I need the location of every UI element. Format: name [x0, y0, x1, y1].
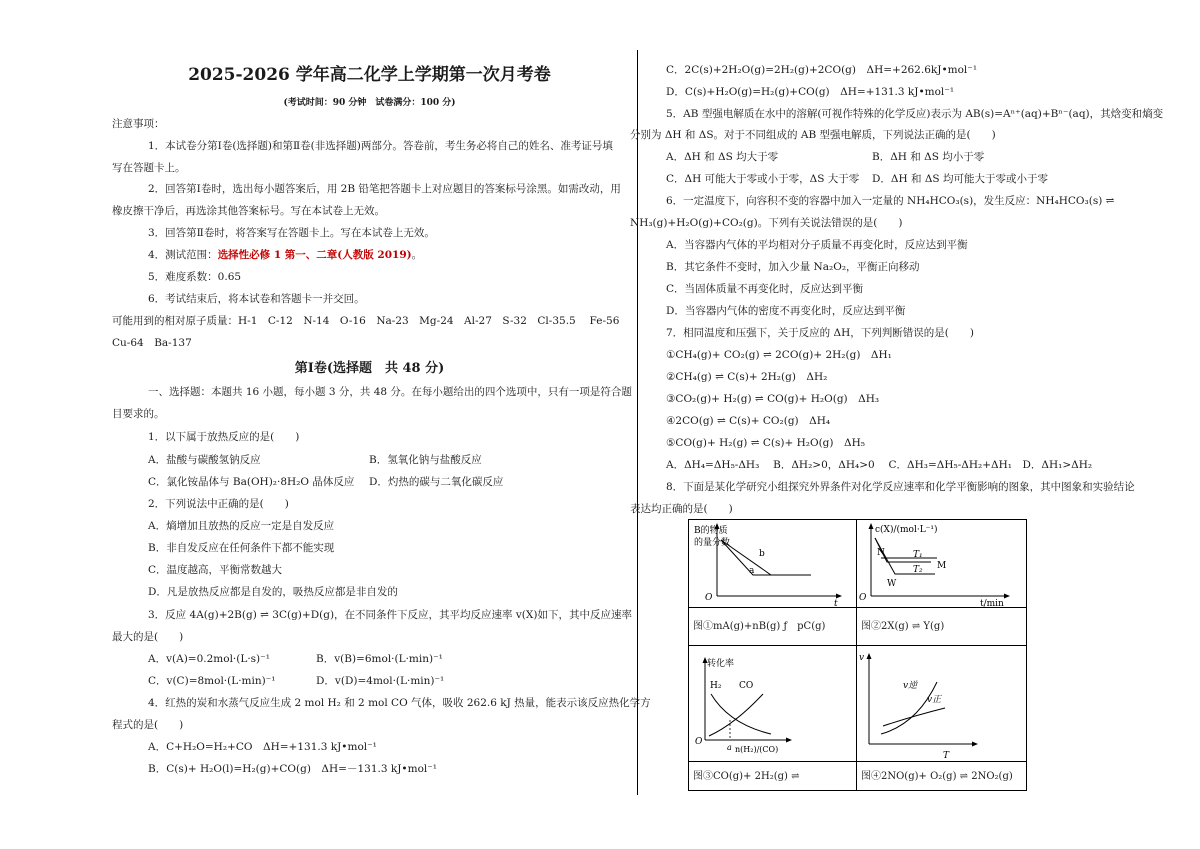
- figure-3-origin: O: [695, 737, 703, 747]
- notice-4-suffix: 。: [411, 249, 423, 261]
- exam-subtitle: (考试时间：90 分钟 试卷满分：100 分): [283, 98, 456, 108]
- q6-stem-a: 6．一定温度下，向容积不变的容器中加入一定量的 NH₄HCO₃(s)，发生反应：NH₄HCO₃(s) ⇌: [666, 195, 1115, 207]
- figure-2-ylabel: c(X)/(mol·L⁻¹): [875, 525, 938, 535]
- figure-4-ylabel: v: [859, 653, 865, 663]
- q2-stem: 2．下列说法中正确的是( ): [148, 498, 289, 510]
- q5-stem-a: 5．AB 型强电解质在水中的溶解(可视作特殊的化学反应)表示为 AB(s)=Aⁿ⁺(aq)+Bⁿ⁻(aq)，其焓变和熵变: [666, 108, 1164, 120]
- figure-2-caption-cell: [857, 608, 1026, 646]
- notice-2a: 2．回答第Ⅰ卷时，选出每小题答案后，用 2B 铅笔把答题卡上对应题目的答案标号涂黑。如需改动，用: [148, 183, 621, 195]
- column-divider: [637, 50, 638, 795]
- figure-3-svg: [689, 646, 856, 761]
- figure-2-graph: [857, 520, 1026, 608]
- atomic-mass-b: Cu-64 Ba-137: [112, 337, 192, 349]
- q4-option-c: C．2C(s)+2H₂O(g)=2H₂(g)+2CO(g) ΔH=+262.6kJ•mol⁻¹: [666, 64, 978, 76]
- figure-3-a-label: a: [727, 743, 732, 752]
- q5-option-a: A．ΔH 和 ΔS 均大于零: [666, 151, 779, 163]
- figure-2-point-n: N: [877, 548, 885, 558]
- notice-4: [148, 248, 422, 262]
- q3-option-a: A．v(A)=0.2mol·(L·s)⁻¹: [148, 653, 270, 665]
- figure-1-curve-a: a: [749, 566, 755, 576]
- q1-option-a: A．盐酸与碳酸氢钠反应: [148, 454, 261, 466]
- q3-option-d: D．v(D)=4mol·(L·min)⁻¹: [316, 675, 445, 687]
- q7-reaction-3: ③CO₂(g)+ H₂(g) ⇌ CO(g)+ H₂O(g) ΔH₃: [666, 393, 880, 405]
- figure-2-t2: T₂: [913, 565, 923, 575]
- figure-1-ylabel-1: B的物质: [694, 526, 728, 536]
- q7-reaction-5: ⑤CO(g)+ H₂(g) ⇌ C(s)+ H₂O(g) ΔH₅: [666, 437, 865, 449]
- q1-stem: 1．以下属于放热反应的是( ): [148, 431, 300, 443]
- q6-stem-b: NH₃(g)+H₂O(g)+CO₂(g)。下列有关说法错误的是( ): [630, 217, 903, 229]
- q6-option-c: C．当固体质量不再变化时，反应达到平衡: [666, 283, 864, 295]
- q8-stem-b: 表达均正确的是( ): [630, 503, 733, 515]
- figure-2-t1: T₁: [913, 550, 923, 560]
- figure-3-caption: 图③CO(g)+ 2H₂(g) ⇌: [693, 771, 800, 782]
- q1-option-c: C．氯化铵晶体与 Ba(OH)₂·8H₂O 晶体反应: [148, 476, 355, 488]
- q8-stem-a: 8．下面是某化学研究小组探究外界条件对化学反应速率和化学平衡影响的图象，其中图象和实验结论: [666, 481, 1135, 493]
- q4-option-b: B．C(s)+ H₂O(l)=H₂(g)+CO(g) ΔH=－131.3 kJ•mol⁻¹: [148, 763, 438, 775]
- figure-1-caption-cell: [689, 608, 857, 646]
- figure-2-xlabel: t/min: [980, 599, 1004, 607]
- figure-4-caption-cell: [857, 762, 1026, 790]
- q1-option-b: B．氢氧化钠与盐酸反应: [369, 454, 482, 466]
- figure-3-ylabel: 转化率: [707, 659, 735, 669]
- figure-1-caption: 图①mA(g)+nB(g) ƒ pC(g): [693, 621, 826, 632]
- q4-option-d: D．C(s)+H₂O(g)=H₂(g)+CO(g) ΔH=+131.3 kJ•mol⁻¹: [666, 86, 955, 98]
- figure-3-graph: [689, 646, 857, 762]
- q6-option-a: A．当容器内气体的平均相对分子质量不再变化时，反应达到平衡: [666, 239, 968, 251]
- q6-option-d: D．当容器内气体的密度不再变化时，反应达到平衡: [666, 305, 906, 317]
- figure-1-graph: [689, 520, 857, 608]
- q5-option-b: B．ΔH 和 ΔS 均小于零: [872, 151, 985, 163]
- q7-reaction-2: ②CH₄(g) ⇌ C(s)+ 2H₂(g) ΔH₂: [666, 371, 828, 383]
- notice-6: 6．考试结束后，将本试卷和答题卡一并交回。: [148, 293, 365, 305]
- figure-1-origin: O: [705, 593, 713, 603]
- figure-4-xlabel: T: [943, 751, 950, 761]
- notice-1b: 写在答题卡上。: [112, 162, 186, 174]
- figure-1-xlabel: t: [834, 599, 838, 607]
- figure-2-point-m: M: [937, 561, 947, 571]
- figure-4-graph: [857, 646, 1026, 762]
- figure-1-ylabel-2: 的量分数: [694, 538, 731, 548]
- figure-1-svg: [689, 520, 856, 607]
- q7-reaction-4: ④2CO(g) ⇌ C(s)+ CO₂(g) ΔH₄: [666, 415, 831, 427]
- notice-5: 5．难度系数：0.65: [148, 271, 242, 283]
- notice-heading: 注意事项：: [112, 118, 165, 130]
- notice-1a: 1．本试卷分第Ⅰ卷(选择题)和第Ⅱ卷(非选择题)两部分。答卷前，考生务必将自己的姓名、准考证号填: [148, 140, 613, 152]
- figure-2-origin: O: [859, 593, 867, 603]
- figure-3-xlabel: n(H₂)/(CO): [735, 745, 779, 754]
- figure-4-caption: 图④2NO(g)+ O₂(g) ⇌ 2NO₂(g): [861, 771, 1013, 782]
- test-range: 选择性必修 1 第一、二章(人教版 2019): [217, 249, 412, 261]
- q3-stem-a: 3．反应 4A(g)+2B(g) ⇌ 3C(g)+D(g)，在不同条件下反应，其平均反应速率 v(X)如下，其中反应速率: [148, 609, 632, 621]
- figure-1-curve-b: b: [759, 549, 765, 559]
- q4-option-a: A．C+H₂O=H₂+CO ΔH=+131.3 kJ•mol⁻¹: [148, 741, 377, 753]
- section-title: 第Ⅰ卷(选择题 共 48 分): [294, 361, 445, 376]
- figure-3-caption-cell: [689, 762, 857, 790]
- figure-2-svg: [857, 520, 1025, 607]
- notice-2b: 橡皮擦干净后，再选涂其他答案标号。写在本试卷上无效。: [112, 205, 385, 217]
- figure-2-caption: 图②2X(g) ⇌ Y(g): [861, 621, 945, 632]
- exam-title: 2025-2026 学年高二化学上学期第一次月考卷: [188, 65, 551, 85]
- figure-3-h2-label: H₂: [710, 681, 722, 691]
- q6-option-b: B．其它条件不变时，加入少量 Na₂O₂，平衡正向移动: [666, 261, 920, 273]
- q3-option-b: B．v(B)=6mol·(L·min)⁻¹: [316, 653, 443, 665]
- q2-option-d: D．凡是放热反应都是自发的，吸热反应都是非自发的: [148, 586, 398, 598]
- figure-3-co-label: CO: [739, 681, 754, 691]
- figure-4-svg: [857, 646, 1025, 761]
- q7-options: A．ΔH₄=ΔH₅-ΔH₃ B．ΔH₂>0，ΔH₄>0 C．ΔH₃=ΔH₅-ΔH₂+ΔH₁ D．ΔH₁>ΔH₂: [666, 459, 1093, 471]
- q3-option-c: C．v(C)=8mol·(L·min)⁻¹: [148, 675, 276, 687]
- figure-4-v-reverse: v逆: [903, 681, 918, 691]
- figure-4-v-forward: v正: [927, 695, 942, 705]
- q5-option-d: D．ΔH 和 ΔS 均可能大于零或小于零: [872, 173, 1048, 185]
- q8-figure-table: [688, 519, 1027, 791]
- q2-option-c: C．温度越高，平衡常数越大: [148, 564, 283, 576]
- q2-option-a: A．熵增加且放热的反应一定是自发反应: [148, 520, 335, 532]
- q5-option-c: C．ΔH 可能大于零或小于零，ΔS 大于零: [666, 173, 860, 185]
- q4-stem-a: 4．红热的炭和水蒸气反应生成 2 mol H₂ 和 2 mol CO 气体，吸收 262.6 kJ 热量，能表示该反应热化学方: [148, 697, 651, 709]
- q4-stem-b: 程式的是( ): [112, 719, 184, 731]
- figure-2-point-w: W: [887, 579, 897, 589]
- q5-stem-b: 分别为 ΔH 和 ΔS。对于不同组成的 AB 型强电解质，下列说法正确的是( ): [630, 129, 996, 141]
- q2-option-b: B．非自发反应在任何条件下都不能实现: [148, 542, 335, 554]
- notice-3: 3．回答第Ⅱ卷时，将答案写在答题卡上。写在本试卷上无效。: [148, 227, 435, 239]
- notice-4-prefix: 4．测试范围：: [148, 249, 218, 261]
- atomic-mass-a: 可能用到的相对原子质量：H-1 C-12 N-14 O-16 Na-23 Mg-24 Al-27 S-32 Cl-35.5 Fe-56: [112, 315, 620, 327]
- q1-option-d: D．灼热的碳与二氧化碳反应: [369, 476, 504, 488]
- part1-instructions-a: 一、选择题：本题共 16 小题，每小题 3 分，共 48 分。在每小题给出的四个选项中，只有一项是符合题: [148, 386, 632, 398]
- q7-stem: 7．相同温度和压强下，关于反应的 ΔH，下列判断错误的是( ): [666, 327, 974, 339]
- q7-reaction-1: ①CH₄(g)+ CO₂(g) ⇌ 2CO(g)+ 2H₂(g) ΔH₁: [666, 349, 892, 361]
- q3-stem-b: 最大的是( ): [112, 631, 184, 643]
- part1-instructions-b: 目要求的。: [112, 408, 165, 420]
